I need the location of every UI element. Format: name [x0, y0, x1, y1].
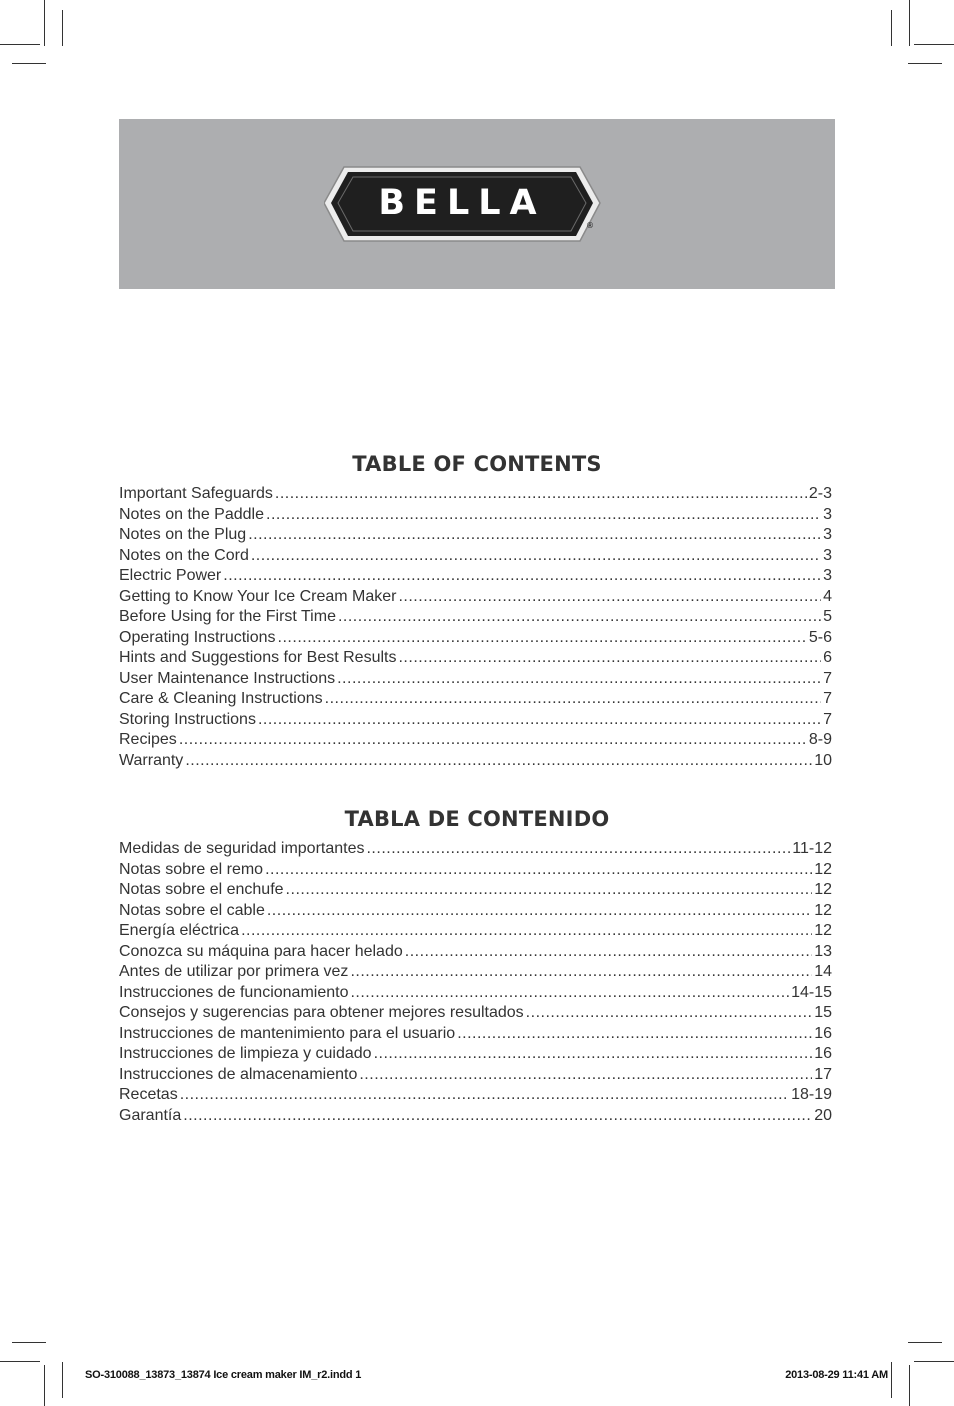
toc-entry-page: 8-9 — [808, 731, 832, 748]
toc-entry — [119, 546, 832, 567]
toc-entry — [119, 983, 832, 1004]
logo-wordmark: BELLA — [378, 183, 546, 223]
toc-leader-dots — [398, 648, 821, 669]
toc-entry-page: 3 — [823, 546, 832, 564]
toc-leader-dots — [248, 525, 821, 546]
toc-entry — [119, 648, 832, 669]
toc-entry-page: 11-12 — [792, 840, 832, 857]
toc-entry-page: 20 — [814, 1106, 832, 1124]
registered-mark: ® — [586, 221, 594, 230]
toc-entry-page: 16 — [814, 1045, 832, 1062]
toc-entry-page: 12 — [814, 901, 832, 919]
toc-entry-label: Notes on the Cord — [119, 546, 249, 564]
toc-entry — [119, 1024, 832, 1045]
toc-entry-label: Before Using for the First Time — [119, 608, 336, 625]
toc-entry — [119, 587, 832, 608]
toc-entry — [119, 566, 832, 587]
toc-entry-label: Instrucciones de funcionamiento — [119, 983, 349, 1001]
footer-file-slug: SO-310088_13873_13874 Ice cream maker IM_r2.indd 1 — [85, 1369, 362, 1381]
toc-leader-dots — [350, 962, 812, 983]
toc-entry — [119, 1065, 832, 1086]
toc-title-es: TABLA DE CONTENIDO — [344, 807, 610, 831]
toc-entry-page: 5-6 — [808, 628, 832, 646]
toc-entry — [119, 901, 832, 922]
toc-entry-page: 14-15 — [791, 983, 832, 1001]
header-banner — [119, 119, 835, 289]
toc-entry — [119, 751, 832, 772]
toc-leader-dots — [183, 1106, 812, 1127]
toc-entry-page: 3 — [823, 567, 832, 584]
toc-leader-dots — [374, 1044, 813, 1065]
toc-leader-dots — [266, 505, 821, 526]
toc-entry-label: Warranty — [119, 751, 184, 769]
toc-leader-dots — [325, 689, 821, 710]
toc-leader-dots — [267, 901, 812, 922]
toc-entry-page: 15 — [814, 1004, 832, 1021]
toc-entry-label: Notas sobre el enchufe — [119, 881, 284, 898]
toc-entry-page: 18-19 — [791, 1086, 832, 1103]
toc-entry — [119, 962, 832, 983]
toc-list-en — [119, 484, 832, 771]
toc-entry-label: Notes on the Plug — [119, 526, 247, 543]
toc-leader-dots — [278, 628, 807, 649]
toc-entry-page: 17 — [814, 1065, 832, 1083]
toc-entry-label: Instrucciones de mantenimiento para el usuario — [119, 1024, 456, 1042]
toc-entry — [119, 1003, 832, 1024]
toc-entry-label: Instrucciones de almacenamiento — [119, 1065, 358, 1083]
toc-entry-label: Recipes — [119, 731, 177, 748]
toc-entry — [119, 880, 832, 901]
toc-entry-page: 4 — [823, 587, 832, 605]
toc-entry — [119, 1106, 832, 1127]
toc-entry — [119, 669, 832, 690]
toc-entry-label: User Maintenance Instructions — [119, 669, 336, 687]
toc-entry-page: 12 — [814, 881, 832, 898]
toc-leader-dots — [180, 1085, 789, 1106]
toc-entry-page: 3 — [823, 526, 832, 543]
toc-leader-dots — [359, 1065, 812, 1086]
toc-list-es — [119, 839, 832, 1126]
toc-entry-label: Notas sobre el cable — [119, 901, 265, 919]
toc-leader-dots — [241, 921, 812, 942]
toc-entry-page: 6 — [823, 649, 832, 666]
toc-entry-label: Getting to Know Your Ice Cream Maker — [119, 587, 397, 605]
toc-entry-label: Conozca su máquina para hacer helado — [119, 942, 403, 960]
toc-entry — [119, 1044, 832, 1065]
toc-entry-page: 3 — [823, 505, 832, 523]
toc-entry — [119, 484, 832, 505]
toc-entry — [119, 1085, 832, 1106]
toc-entry-label: Recetas — [119, 1086, 178, 1103]
toc-leader-dots — [185, 751, 812, 772]
toc-entry-label: Hints and Suggestions for Best Results — [119, 649, 397, 666]
toc-entry — [119, 860, 832, 881]
toc-entry-label: Operating Instructions — [119, 628, 276, 646]
toc-entry-label: Electric Power — [119, 567, 222, 584]
toc-leader-dots — [337, 669, 821, 690]
toc-entry — [119, 628, 832, 649]
toc-entry-label: Notes on the Paddle — [119, 505, 264, 523]
toc-leader-dots — [405, 942, 812, 963]
toc-entry-page: 16 — [814, 1024, 832, 1042]
toc-leader-dots — [350, 983, 789, 1004]
toc-entry-page: 12 — [814, 860, 832, 878]
toc-leader-dots — [179, 730, 807, 751]
toc-leader-dots — [258, 710, 821, 731]
toc-entry — [119, 921, 832, 942]
toc-leader-dots — [286, 880, 813, 901]
toc-entry-label: Instrucciones de limpieza y cuidado — [119, 1045, 372, 1062]
toc-entry-page: 7 — [823, 690, 832, 707]
toc-entry-label: Care & Cleaning Instructions — [119, 690, 323, 707]
toc-entry — [119, 942, 832, 963]
toc-entry-page: 2-3 — [808, 485, 832, 502]
toc-leader-dots — [398, 587, 821, 608]
toc-entry — [119, 525, 832, 546]
footer-timestamp: 2013-08-29 11:41 AM — [785, 1369, 888, 1381]
toc-leader-dots — [251, 546, 821, 567]
toc-leader-dots — [265, 860, 812, 881]
toc-entry-label: Energía eléctrica — [119, 922, 240, 939]
toc-entry-label: Garantía — [119, 1106, 182, 1124]
toc-entry-label: Storing Instructions — [119, 710, 256, 728]
bella-logo — [324, 163, 604, 247]
toc-leader-dots — [338, 607, 821, 628]
toc-entry — [119, 607, 832, 628]
toc-leader-dots — [457, 1024, 812, 1045]
toc-entry — [119, 505, 832, 526]
toc-leader-dots — [526, 1003, 813, 1024]
toc-entry-label: Medidas de seguridad importantes — [119, 840, 365, 857]
toc-entry-page: 13 — [814, 942, 832, 960]
toc-entry-label: Important Safeguards — [119, 485, 273, 502]
toc-entry — [119, 839, 832, 860]
toc-entry-page: 14 — [814, 963, 832, 980]
toc-leader-dots — [275, 484, 807, 505]
toc-entry-label: Consejos y sugerencias para obtener mejores resultados — [119, 1004, 524, 1021]
toc-entry-label: Antes de utilizar por primera vez — [119, 963, 349, 980]
toc-entry-page: 7 — [823, 710, 832, 728]
toc-entry-page: 12 — [814, 922, 832, 939]
toc-entry-page: 7 — [823, 669, 832, 687]
toc-entry-page: 5 — [823, 608, 832, 625]
toc-entry — [119, 689, 832, 710]
toc-title-en: TABLE OF CONTENTS — [352, 452, 602, 476]
toc-leader-dots — [223, 566, 821, 587]
toc-entry-page: 10 — [814, 751, 832, 769]
toc-leader-dots — [366, 839, 790, 860]
toc-entry — [119, 710, 832, 731]
toc-entry — [119, 730, 832, 751]
toc-entry-label: Notas sobre el remo — [119, 860, 264, 878]
